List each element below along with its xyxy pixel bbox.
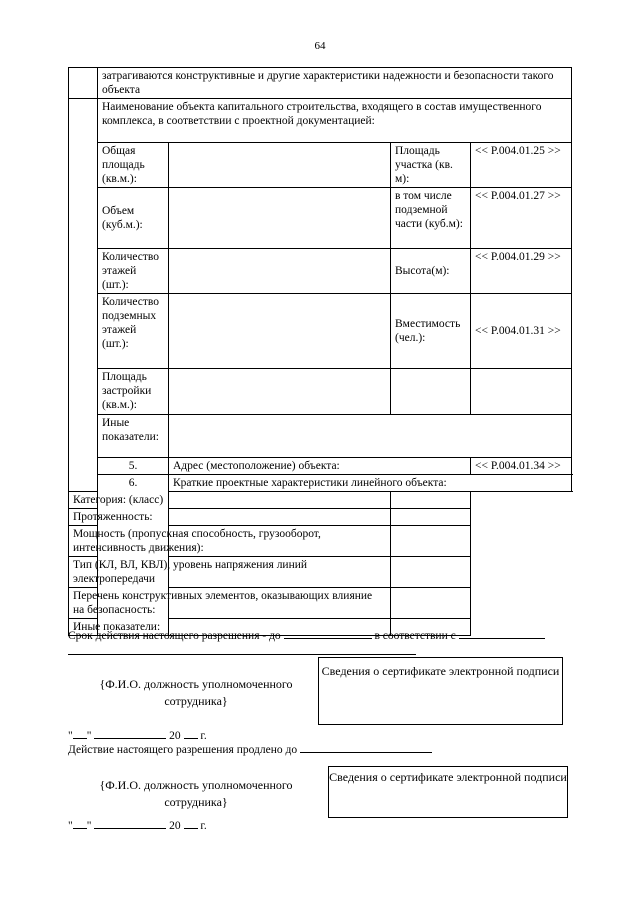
date-year: 20 — [169, 730, 181, 742]
blank-line — [94, 728, 166, 739]
row6-item-type: Тип (КЛ, ВЛ, КВЛ), уровень напряжения линий электропередачи — [69, 557, 391, 588]
date-line-2 — [68, 818, 207, 832]
official-name-2: {Ф.И.О. должность уполномоченного сотрудника} — [99, 778, 293, 809]
blank-line — [73, 728, 87, 739]
plot-area-value: << P.004.01.25 >> — [471, 143, 572, 188]
blank-cell — [391, 369, 471, 415]
validity-line — [68, 628, 545, 642]
blank-cell — [471, 369, 572, 415]
row6-value — [391, 509, 471, 526]
volume-value — [169, 188, 391, 249]
row6-num: 6. — [98, 475, 169, 636]
capacity-value: << P.004.01.31 >> — [471, 294, 572, 369]
blank-line — [300, 742, 432, 753]
row6-item-length: Протяженность: — [69, 509, 391, 526]
row-top-text: затрагиваются конструктивные и другие характеристики надежности и безопасности такого объекта — [98, 68, 572, 99]
blank-line — [184, 728, 198, 739]
build-area-value — [169, 369, 391, 415]
height-value: << P.004.01.29 >> — [471, 249, 572, 294]
floors-label: Количество этажей (шт.): — [98, 249, 169, 294]
row6-item-elements: Перечень конструктивных элементов, оказывающих влияние на безопасность: — [69, 588, 391, 619]
page-number: 64 — [314, 40, 326, 52]
row5-value: << P.004.01.34 >> — [471, 458, 572, 475]
underground-value: << P.004.01.27 >> — [471, 188, 572, 249]
underground-label: в том числе подземной части (куб.м): — [391, 188, 471, 249]
row6-value — [391, 588, 471, 619]
row6-value — [391, 492, 471, 509]
row6-header: Краткие проектные характеристики линейного объекта: — [169, 475, 572, 492]
certificate-box-2: Сведения о сертификате электронной подписи — [328, 766, 568, 818]
height-label: Высота(м): — [391, 249, 471, 294]
floors-value — [169, 249, 391, 294]
row5-label: Адрес (местоположение) объекта: — [169, 458, 471, 475]
build-area-label: Площадь застройки (кв.м.): — [98, 369, 169, 415]
row6-item-category: Категория: (класс) — [69, 492, 391, 509]
official-name-1: {Ф.И.О. должность уполномоченного сотрудника} — [99, 677, 293, 708]
date-quote: " — [68, 820, 73, 832]
certificate-box-1: Сведения о сертификате электронной подписи — [318, 657, 563, 725]
extension-text: Действие настоящего разрешения продлено до — [68, 744, 298, 756]
date-line-1 — [68, 728, 207, 742]
row6-value — [391, 557, 471, 588]
total-area-label: Общая площадь (кв.м.): — [98, 143, 169, 188]
date-quote: " — [86, 820, 92, 832]
blank-line — [73, 818, 87, 829]
total-area-value — [169, 143, 391, 188]
blank-line — [284, 628, 372, 639]
date-quote: " — [68, 730, 73, 742]
date-quote: " — [86, 730, 92, 742]
num-cell — [69, 68, 98, 99]
date-suffix: г. — [200, 730, 207, 742]
permit-table — [68, 67, 572, 636]
validity-middle: в соответствии с — [374, 630, 456, 642]
validity-prefix: Срок действия настоящего разрешения - до — [68, 630, 281, 642]
row6-item-capacity: Мощность (пропускная способность, грузооборот, интенсивность движения): — [69, 526, 391, 557]
date-year: 20 — [169, 820, 181, 832]
other-label: Иные показатели: — [98, 415, 169, 458]
volume-label: Объем (куб.м.): — [98, 188, 169, 249]
date-suffix: г. — [200, 820, 207, 832]
row-name-text: Наименование объекта капитального строительства, входящего в состав имущественного комплекса, в соответствии с проектной документацией: — [98, 99, 572, 143]
capacity-label: Вместимость (чел.): — [391, 294, 471, 369]
underground-floors-value — [169, 294, 391, 369]
other-value — [169, 415, 572, 458]
blank-line — [459, 628, 545, 639]
row5-num: 5. — [98, 458, 169, 475]
row6-value — [391, 526, 471, 557]
plot-area-label: Площадь участка (кв. м): — [391, 143, 471, 188]
row6-item-other: Иные показатели: — [69, 619, 391, 636]
blank-line — [94, 818, 166, 829]
extension-line — [68, 742, 432, 756]
underground-floors-label: Количество подземных этажей (шт.): — [98, 294, 169, 369]
divider-line — [68, 654, 416, 655]
blank-line — [184, 818, 198, 829]
num-cell — [69, 99, 98, 492]
